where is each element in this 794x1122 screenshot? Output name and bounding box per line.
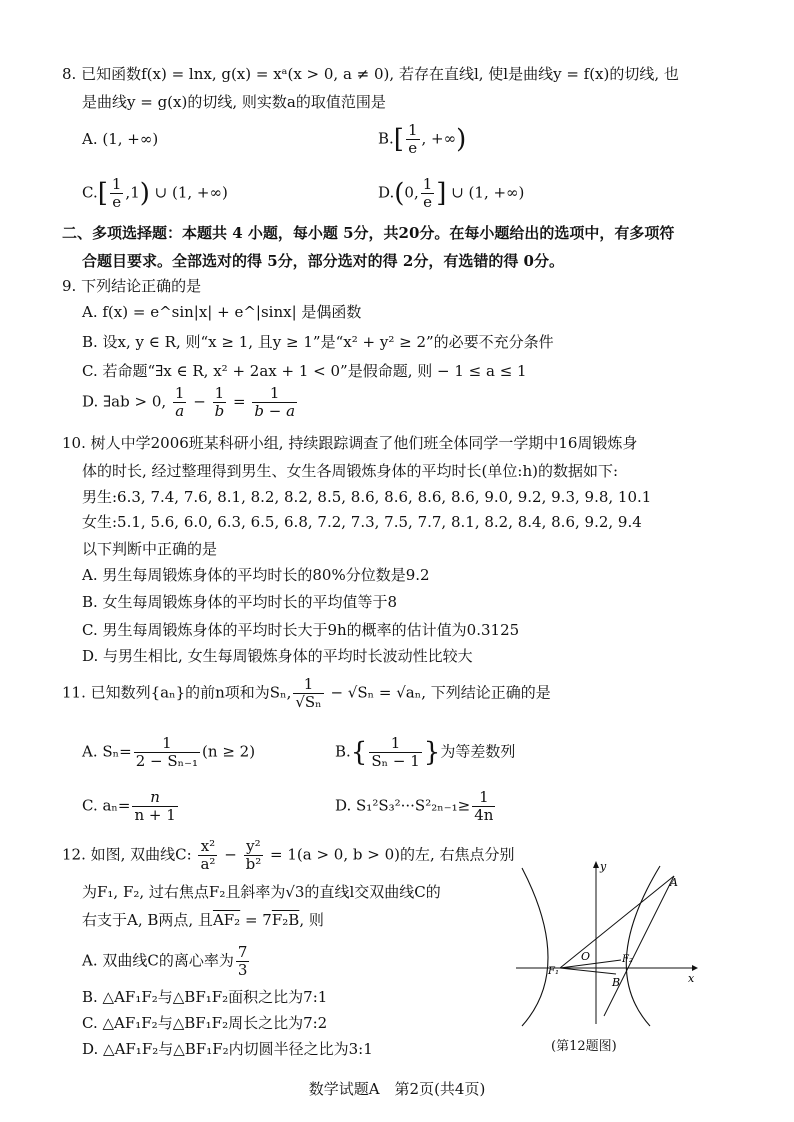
- q10-male-data: 男生:6.3, 7.4, 7.6, 8.1, 8.2, 8.2, 8.5, 8.6, 8.6, 8.6, 8.6, 9.0, 9.2, 9.3, 9.8, 10.1: [82, 488, 652, 506]
- x-axis-arrow: [692, 965, 698, 971]
- q11-stem: 11. 已知数列{aₙ}的前n项和为Sₙ, $\frac{1}{\text{√Sₙ}}$ − √Sₙ = √aₙ, 下列结论正确的是: [62, 675, 551, 711]
- label-origin: O: [581, 950, 591, 963]
- line-l: [604, 876, 674, 1016]
- q11-option-d: D. S₁²S₃²···S²₂ₙ₋₁≥ $\frac{1}{4n}$: [335, 788, 494, 824]
- segment-f1-a: [560, 876, 674, 968]
- figure-caption: (第12题图): [551, 1039, 617, 1054]
- label-b: B: [612, 976, 621, 989]
- q12-option-c: C. △AF₁F₂与△BF₁F₂周长之比为7:2: [82, 1014, 328, 1032]
- q10-female-data: 女生:5.1, 5.6, 6.0, 6.3, 6.5, 6.8, 7.2, 7.3, 7.5, 7.7, 8.1, 8.2, 8.4, 8.6, 9.2, 9.4: [82, 513, 642, 531]
- q8-stem-line1: 8. 已知函数f(x) = lnx, g(x) = xᵃ(x > 0, a ≠ 0), 若存在直线l, 使l是曲线y = f(x)的切线, 也: [62, 65, 679, 83]
- label-a: A: [670, 876, 678, 889]
- q10-stem-line2: 体的时长, 经过整理得到男生、女生各周锻炼身体的平均时长(单位:h)的数据如下:: [82, 462, 619, 480]
- q12-line3: 右支于A, B两点, 且AF₂ = 7F₂B, 则: [82, 911, 324, 929]
- q12-option-a: A. 双曲线C的离心率为 $\frac{7}{3}$: [82, 943, 248, 979]
- q9-option-c: C. 若命题“∃x ∈ R, x² + 2ax + 1 < 0”是假命题, 则 − 1 ≤ a ≤ 1: [82, 362, 527, 380]
- q8-option-d: D.(0, $\frac{1}{e}$ ] ∪ (1, +∞): [378, 175, 525, 211]
- hyperbola-right-branch: [626, 866, 660, 1026]
- segment-f1-b: [560, 968, 616, 974]
- q8-stem-line2: 是曲线y = g(x)的切线, 则实数a的取值范围是: [82, 93, 386, 111]
- q10-stem-line1: 10. 树人中学2006班某科研小组, 持续跟踪调查了他们班全体同学一学期中16周锻炼身: [62, 434, 638, 452]
- q11-option-a: A. Sₙ= $\frac{1}{\text{2 − Sₙ₋₁}}$ (n ≥ 2): [82, 734, 256, 770]
- q10-option-a: A. 男生每周锻炼身体的平均时长的80%分位数是9.2: [82, 566, 430, 584]
- q12-option-d: D. △AF₁F₂与△BF₁F₂内切圆半径之比为3:1: [82, 1040, 373, 1058]
- hyperbola-left-branch: [522, 868, 548, 1026]
- q12-option-b: B. △AF₁F₂与△BF₁F₂面积之比为7:1: [82, 988, 328, 1006]
- q9-stem: 9. 下列结论正确的是: [62, 277, 202, 295]
- q11-option-b: B.{ $\frac{1}{\text{Sₙ − 1}}$ }为等差数列: [335, 734, 516, 770]
- section2-line2: 合题目要求。全部选对的得 5分，部分选对的得 2分，有选错的得 0分。: [82, 252, 564, 270]
- q10-option-d: D. 与男生相比, 女生每周锻炼身体的平均时长波动性比较大: [82, 647, 473, 665]
- q9-option-b: B. 设x, y ∈ R, 则“x ≥ 1, 且y ≥ 1”是“x² + y² ≥ 2”的必要不充分条件: [82, 333, 554, 351]
- section2-line1: 二、多项选择题：本题共 4 小题，每小题 5分，共20分。在每小题给出的选项中，有多项符: [62, 224, 675, 242]
- label-f1: F₁: [548, 966, 559, 977]
- q10-prompt: 以下判断中正确的是: [82, 540, 218, 558]
- q8-option-a: A. (1, +∞): [82, 130, 159, 148]
- label-f2: F₂: [622, 954, 633, 965]
- label-y: y: [600, 860, 607, 873]
- q10-option-b: B. 女生每周锻炼身体的平均时长的平均值等于8: [82, 593, 398, 611]
- q11-option-c: C. aₙ= $\frac{n}{n + 1}$: [82, 788, 176, 824]
- q12-line2: 为F₁, F₂, 过右焦点F₂且斜率为√3的直线l交双曲线C的: [82, 883, 441, 901]
- q12-stem: 12. 如图, 双曲线C: $\frac{\text{x²}}{\text{a²}}$ − $\frac{\text{y²}}{\text{b²}}$ = 1(a > 0, b > 0)的左, 右焦点分别: [62, 837, 515, 873]
- page-footer: 数学试题A 第2页(共4页): [308, 1080, 486, 1098]
- q9-option-a: A. f(x) = e^sin|x| + e^|sinx| 是偶函数: [82, 303, 362, 321]
- label-x: x: [688, 972, 695, 985]
- q9-option-d: D. ∃ab > 0, $\frac{1}{a}$ − $\frac{1}{b}$ = $\frac{1}{b - a}$: [82, 384, 296, 420]
- q10-option-c: C. 男生每周锻炼身体的平均时长大于9h的概率的估计值为0.3125: [82, 621, 520, 639]
- q8-option-b: B.[ $\frac{1}{e}$ , +∞): [378, 121, 467, 157]
- hyperbola-figure: [512, 858, 700, 1028]
- y-axis-arrow: [593, 861, 599, 868]
- q8-option-c: C.[ $\frac{1}{e}$ ,1) ∪ (1, +∞): [82, 175, 228, 211]
